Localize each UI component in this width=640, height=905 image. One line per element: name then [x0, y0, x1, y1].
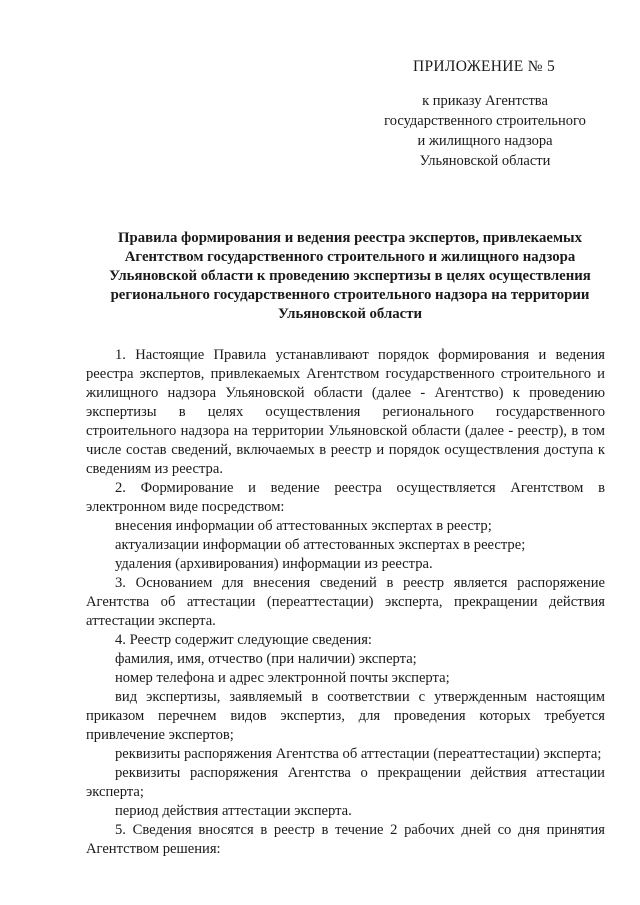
- paragraph-2: 2. Формирование и ведение реестра осуществляется Агентством в электронном виде посредством:: [86, 480, 605, 515]
- list-item: актуализации информации об аттестованных экспертах в реестре;: [115, 537, 526, 553]
- document-title-line: Ульяновской области к проведению экспертизы в целях осуществления: [109, 268, 591, 284]
- list-item: удаления (архивирования) информации из реестра.: [115, 556, 433, 572]
- list-item: реквизиты распоряжения Агентства об аттестации (переаттестации) эксперта;: [115, 746, 602, 762]
- paragraph-5: 5. Сведения вносятся в реестр в течение 2 рабочих дней со дня принятия Агентством решения:: [86, 822, 605, 857]
- annex-reference-line: Ульяновской области: [419, 153, 551, 169]
- paragraph-3: 3. Основанием для внесения сведений в реестр является распоряжение Агентства об аттестации (переаттестации) эксперта, прекращении действия аттестации эксперта.: [86, 575, 605, 629]
- list-item: реквизиты распоряжения Агентства о прекращении действия аттестации эксперта;: [86, 765, 605, 800]
- list-item: фамилия, имя, отчество (при наличии) эксперта;: [115, 651, 417, 667]
- document-title-line: Агентством государственного строительного и жилищного надзора: [124, 249, 576, 265]
- document-title: [80, 229, 620, 324]
- annex-reference-line: и жилищного надзора: [417, 133, 553, 149]
- annex-title: ПРИЛОЖЕНИЕ № 5: [413, 58, 556, 75]
- annex-reference-line: к приказу Агентства: [422, 93, 548, 109]
- annex-reference: [360, 91, 610, 171]
- document-title-line: регионального государственного строительного надзора на территории: [110, 287, 590, 303]
- list-item: внесения информации об аттестованных экспертах в реестр;: [115, 518, 492, 534]
- document-title-line: Ульяновской области: [277, 306, 423, 322]
- list-item: вид экспертизы, заявляемый в соответствии с утвержденным настоящим приказом перечнем видов экспертиз, для проведения которых требуется привлечение экспертов;: [86, 689, 605, 743]
- document-body: [86, 346, 605, 859]
- annex-reference-line: государственного строительного: [384, 113, 586, 129]
- paragraph-4: 4. Реестр содержит следующие сведения:: [115, 632, 372, 648]
- paragraph-1: 1. Настоящие Правила устанавливают порядок формирования и ведения реестра экспертов, привлекаемых Агентством государственного строительного и жилищного надзора Ульяновской области (далее - Агентство) к проведению экспертизы в целях осуществления регионального государственного строительного надзора на территории Ульяновской области (далее - реестр), в том числе состав сведений, включаемых в реестр и порядок осуществления доступа к сведениям из реестра.: [86, 347, 605, 477]
- list-item: период действия аттестации эксперта.: [115, 803, 352, 819]
- list-item: номер телефона и адрес электронной почты эксперта;: [115, 670, 450, 686]
- document-title-line: Правила формирования и ведения реестра экспертов, привлекаемых: [118, 230, 582, 246]
